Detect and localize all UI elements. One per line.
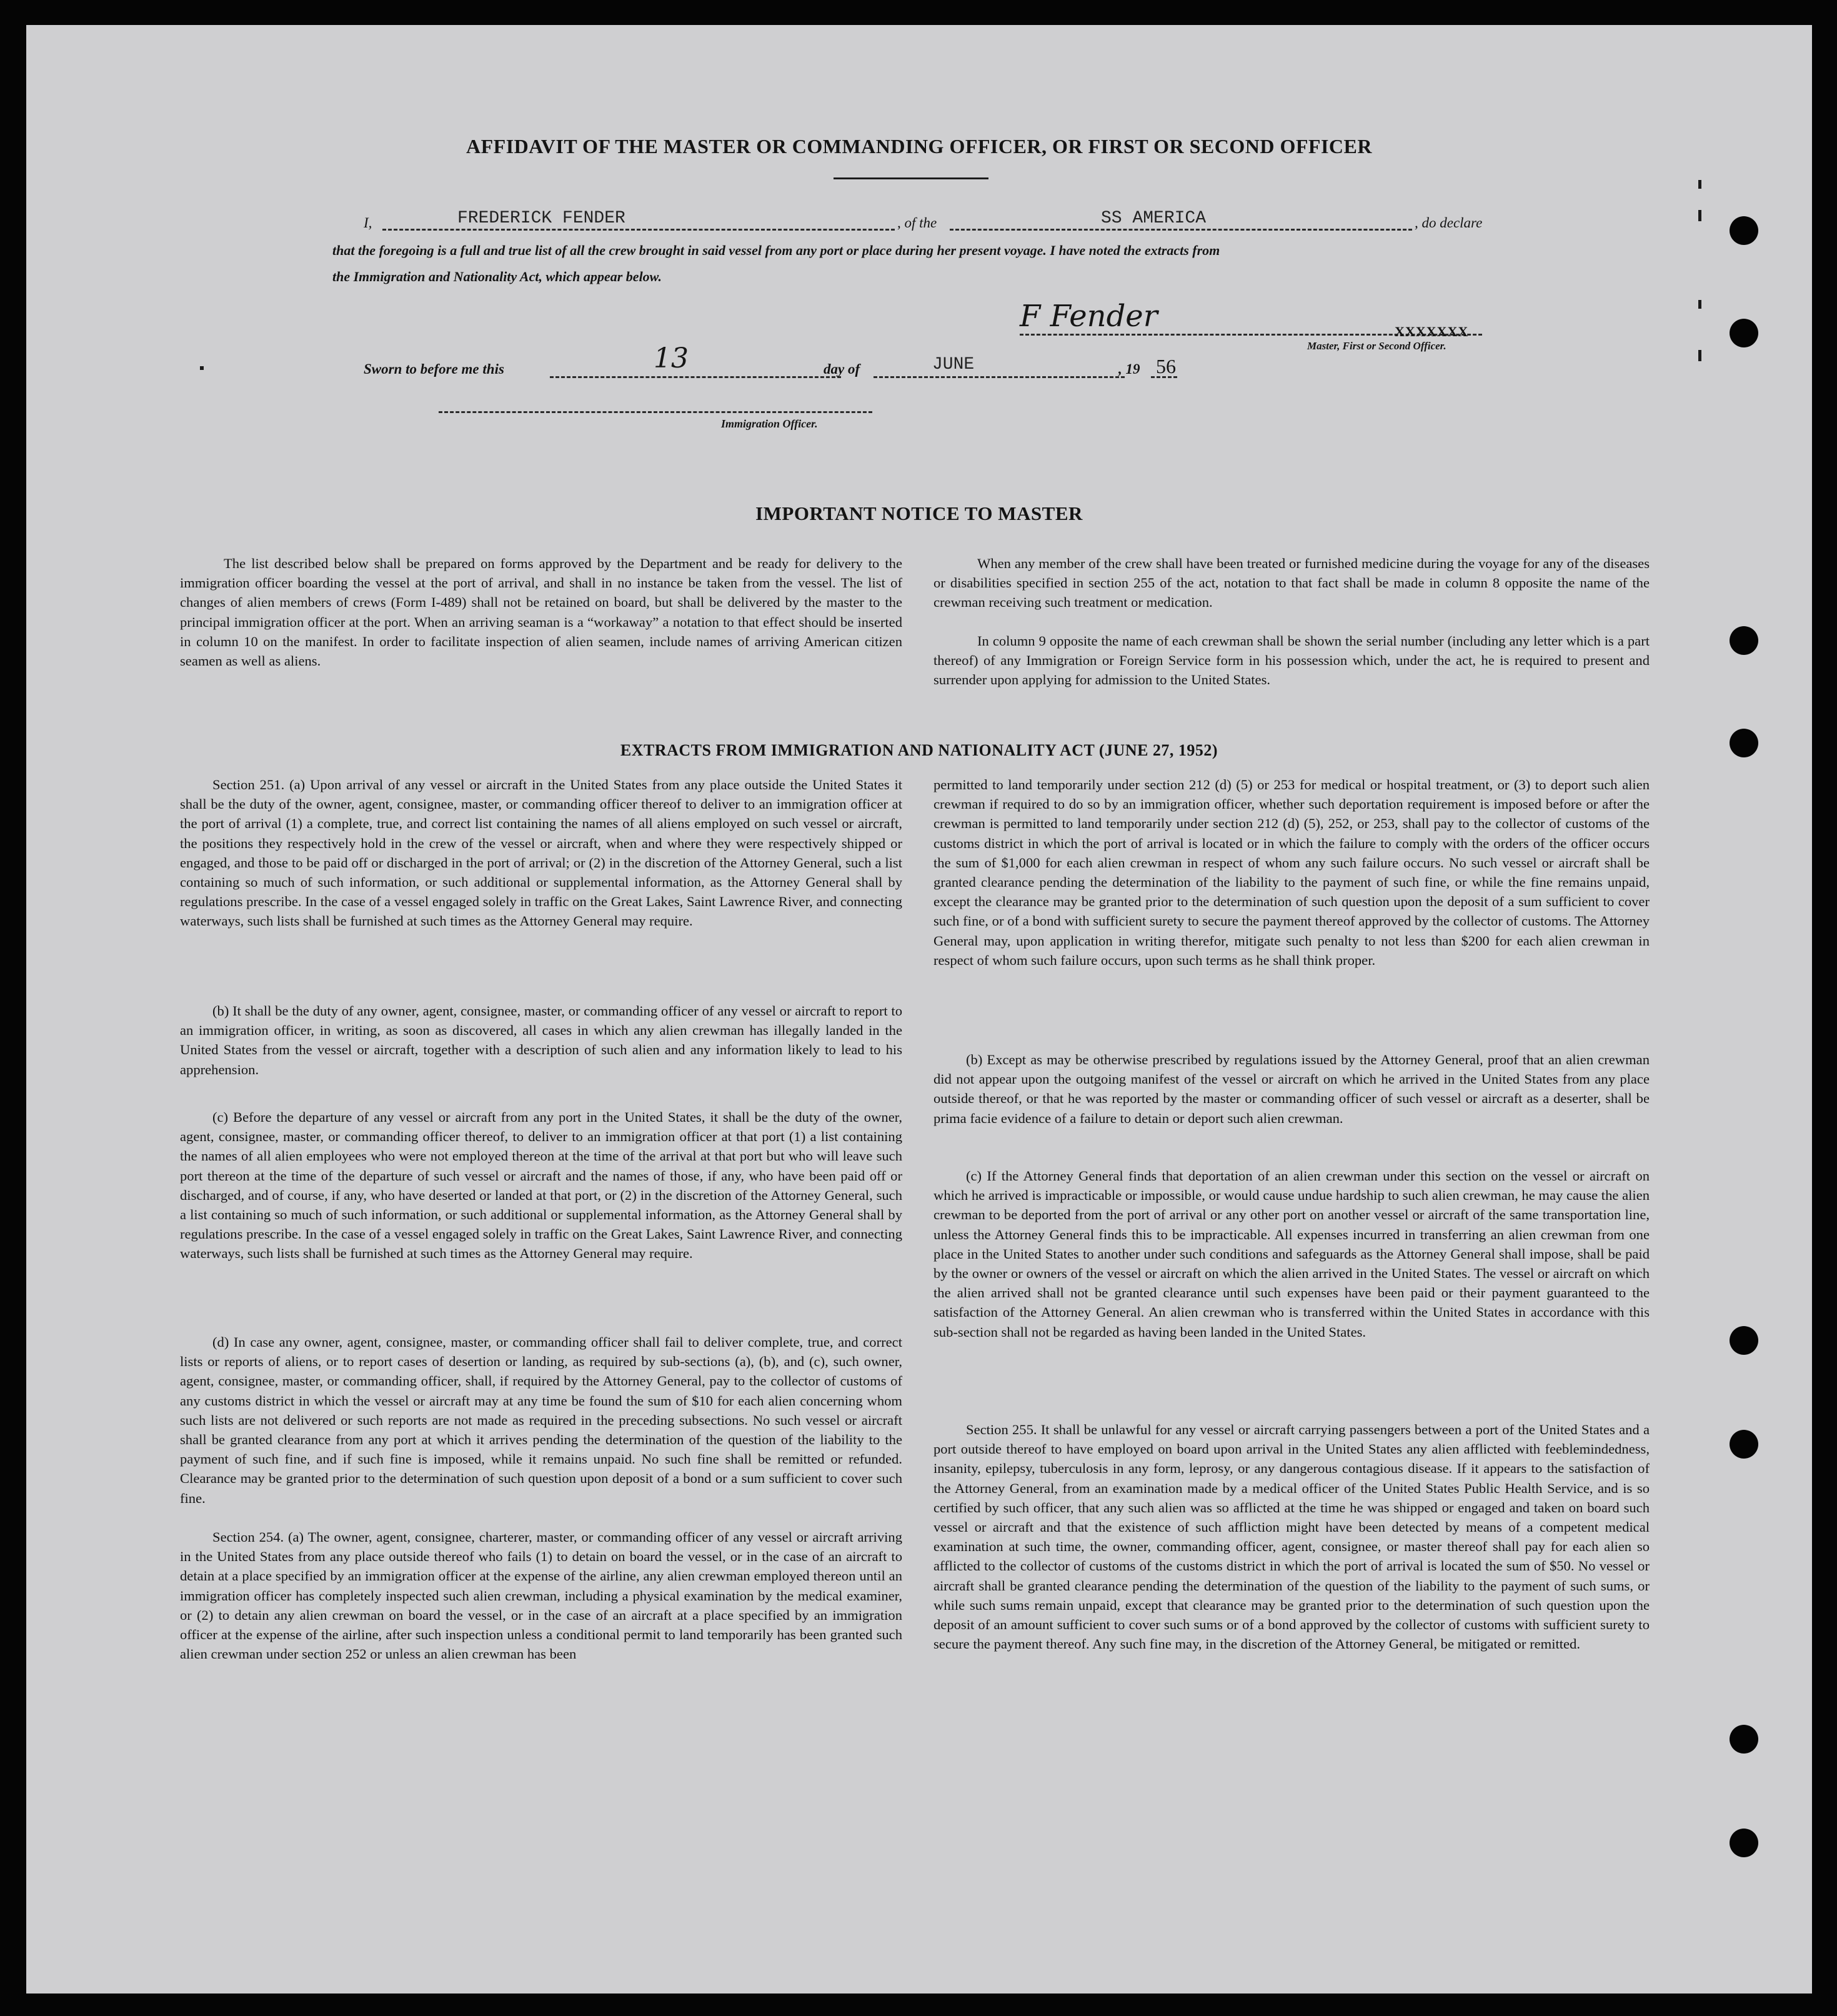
year-value: 56 <box>1156 355 1176 377</box>
punch-hole <box>1730 216 1758 245</box>
section-254-c: (c) If the Attorney General finds that deportation of an alien crewman under this section on the vessel or aircraft on which he arrived is impracticable or impossible, or would cause undue hardship to such alien crewman, he may cause the alien crewman to be deported from the port of arrival or any other port on another vessel or aircraft of the same transportation line, unless the Attorney General finds this to be impracticable. All expenses incurred in transferring an alien crewman from one place in the United States to another under such conditions and safeguards as the Attorney General shall impose, shall be paid by the owner or owners of the vessel or aircraft on which the alien arrived in the United States. The vessel or aircraft on which the alien arrived shall not be granted clearance until such expenses have been paid or their payment guaranteed to the satisfaction of the Attorney General. An alien crewman who is transferred within the United States in accordance with this sub-section shall not be regarded as having been landed in the United States. <box>933 1168 1650 1340</box>
master-caption: Master, First or Second Officer. <box>1307 340 1446 352</box>
section-254-a-continued: permitted to land temporarily under section 212 (d) (5) or 253 for medical or hospital treatment, or (3) to deport such alien crewman if required to do so by an immigration officer, whether such deportation requirement is imposed before or after the crewman is permitted to land temporarily under section 212 (d) (5), 252, or 253, shall pay to the collector of customs of the customs district in which the port of arrival is located or in which the failure to comply with the orders of the officer occurs the sum of $1,000 for each alien crewman in respect of whom any such failure occurs. No such vessel or aircraft shall be granted clearance pending the determination of the liability to the payment of such fine, or while the fine remains unpaid, except the clearance may be granted prior to the determination of such question upon the deposit of a sum sufficient to cover such fine, or of a bond with sufficient surety to secure the payment thereof approved by the collector of customs. The Attorney General may, upon application in writing therefor, mitigate such penalty to not less than $200 for each alien crewman in respect of whom such failure occurs, upon such terms as he shall think proper. <box>933 777 1650 968</box>
master-name: FREDERICK FENDER <box>457 209 625 228</box>
margin-mark <box>1698 180 1701 189</box>
day-value: 13 <box>654 342 689 374</box>
typed-over: XXXXXXX <box>1395 324 1469 339</box>
name-blank <box>382 229 895 231</box>
notice-left-paragraph: The list described below shall be prepared on forms approved by the Department and be ready for delivery to the immigration officer boarding the vessel at the port of arrival, and shall in no instance be taken from the vessel. The list of changes of alien members of crews (Form I-489) shall not be retained on board, but shall be delivered by the master to the principal immigration officer at the port. When an arriving seaman is a “workaway” a notation to that effect should be inserted in column 10 on the manifest. In order to facilitate inspection of alien seamen, include names of arriving American citizen seamen as well as aliens. <box>180 556 902 669</box>
punch-hole <box>1730 1725 1758 1754</box>
immigration-officer-line <box>439 411 872 413</box>
section-255: Section 255. It shall be unlawful for any vessel or aircraft carrying passengers between a port of the United States and a port outside thereof to have employed on board upon arrival in the United States any alien afflicted with feeblemindedness, insanity, epilepsy, tuberculosis in any form, leprosy, or any dangerous contagious disease. If it appears to the satisfaction of the Attorney General, from an examination made by a medical officer of the United States Public Health Service, and is so certified by such officer, that any such alien was so afflicted at the time he was shipped or engaged and taken on board such vessel or aircraft and that the existence of such affliction might have been detected by means of a competent medical examination at such time, the owner, commanding officer, agent, consignee, or master thereof shall pay for each alien so afflicted to the collector of customs of the customs district in which the port of arrival is located the sum of $50. No vessel or aircraft shall be granted clearance pending the determination of the question of the liability to the payment of such sums, or while such sums remain unpaid, except that clearance may be granted prior to the determination of such question upon the deposit of an amount sufficient to cover such sums or of a bond approved by the collector of customs with sufficient surety to secure the payment thereof. Any such fine may, in the discretion of the Attorney General, be mitigated or remitted. <box>933 1422 1650 1652</box>
vessel-name: SS AMERICA <box>1101 209 1207 228</box>
month-value: JUNE <box>932 355 975 374</box>
margin-mark <box>1698 350 1701 361</box>
section-251-c: (c) Before the departure of any vessel or aircraft from any port in the United States, it shall be the duty of the owner, agent, consignee, master, or commanding officer thereof, to deliver to an immigration officer at that port (1) a list containing the names of all alien employees who were not employed thereon at the time of the arrival at that port but who will leave such port thereon at the time of the departure of such vessel or aircraft and the names of those, if any, who have been paid off or discharged, and of course, if any, who have deserted or landed at that port, or (2) in the discretion of the Attorney General, such a list containing so much of such information, or such additional or supplemental information, as the Attorney General shall by regulations prescribe. In the case of a vessel engaged solely in traffic on the Great Lakes, Saint Lawrence River, and connecting waterways, such lists shall be furnished at such times as the Attorney General may require. <box>180 1109 902 1262</box>
extracts-title: EXTRACTS FROM IMMIGRATION AND NATIONALITY ACT (JUNE 27, 1952) <box>620 741 1218 759</box>
master-signature: F Fender <box>1020 299 1158 334</box>
declare-label: , do declare <box>1415 215 1483 231</box>
sworn-label: Sworn to before me this <box>364 361 504 377</box>
month-blank <box>874 376 1125 378</box>
affidavit-title: AFFIDAVIT OF THE MASTER OR COMMANDING OFFICER, OR FIRST OR SECOND OFFICER <box>466 135 1372 157</box>
declaration-line-3: the Immigration and Nationality Act, which appear below. <box>332 269 662 284</box>
day-of-label: day of <box>824 361 860 377</box>
section-251-a: Section 251. (a) Upon arrival of any vessel or aircraft in the United States from any place outside the United States it shall be the duty of the owner, agent, consignee, master, or commanding officer thereof to deliver to an immigration officer at the port of arrival (1) a complete, true, and correct list containing the names of all aliens employed on such vessel or aircraft, the positions they respectively hold in the crew of the vessel or aircraft, when and where they were respectively shipped or engaged, and those to be paid off or discharged in the port of arrival; or (2) in the discretion of the Attorney General, such a list containing so much of such information, or such additional or supplemental information, as the Attorney General shall by regulations prescribe. In the case of a vessel engaged solely in traffic on the Great Lakes, Saint Lawrence River, and connecting waterways, such lists shall be furnished at such times as the Attorney General may require. <box>180 777 902 929</box>
notice-right-paragraph-1: When any member of the crew shall have been treated or furnished medicine during the voyage for any of the diseases or disabilities specified in section 255 of the act, notation to that fact shall be made in column 8 opposite the name of the crewman receiving such treatment or medication. <box>933 556 1650 610</box>
punch-hole <box>1730 729 1758 757</box>
i-label: I, <box>364 215 372 231</box>
punch-hole <box>1730 1829 1758 1857</box>
section-254-a: Section 254. (a) The owner, agent, consignee, charterer, master, or commanding officer of any vessel or aircraft arriving in the United States from any place outside thereof who fails (1) to detain on board the vessel, or in the case of an aircraft to detain at a place specified by an immigration officer at the expense of the airline, any alien crewman employed thereon until an immigration officer has completely inspected such alien crewman, including a physical examination by the medical examiner, or (2) to detain any alien crewman on board the vessel, or in the case of an aircraft at a place specified by an immigration officer at the expense of the airline, after such inspection unless a conditional permit to land temporarily has been granted such alien crewman under section 252 or unless an alien crewman has been <box>180 1529 902 1662</box>
title-underline <box>834 177 988 179</box>
day-blank <box>550 376 841 378</box>
punch-hole <box>1730 626 1758 655</box>
of-the-label: , of the <box>897 215 937 231</box>
punch-hole <box>1730 319 1758 347</box>
declaration-line-2: that the foregoing is a full and true list of all the crew brought in said vessel from any port or place during her present voyage. I have noted the extracts from <box>332 242 1220 258</box>
punch-hole <box>1730 1326 1758 1355</box>
notice-right-paragraph-2: In column 9 opposite the name of each crewman shall be shown the serial number (including any letter which is a part thereof) of any Immigration or Foreign Service form in his possession which, under the act, he is required to present and surrender upon applying for admission to the United States. <box>933 633 1650 687</box>
immigration-officer-caption: Immigration Officer. <box>721 417 818 430</box>
section-251-b: (b) It shall be the duty of any owner, agent, consignee, master, or commanding officer of any vessel or aircraft to report to an immigration officer, in writing, as soon as discovered, all cases in which any alien crewman has illegally landed in the United States from the vessel or aircraft, together with a description of such alien and any information likely to lead to his apprehension. <box>180 1003 902 1077</box>
margin-mark <box>200 366 204 370</box>
section-254-b: (b) Except as may be otherwise prescribed by regulations issued by the Attorney General, proof that an alien crewman did not appear upon the outgoing manifest of the vessel or aircraft on which he arrived in the United States from any place outside thereof, or that he was reported by the master or commanding officer of such vessel or aircraft as a deserter, shall be prima facie evidence of a failure to detain or deport such alien crewman. <box>933 1052 1650 1126</box>
notice-title: IMPORTANT NOTICE TO MASTER <box>755 502 1083 524</box>
vessel-blank <box>950 229 1412 231</box>
margin-mark <box>1698 210 1701 221</box>
document-page <box>26 25 1812 1994</box>
punch-hole <box>1730 1430 1758 1459</box>
section-251-d: (d) In case any owner, agent, consignee, master, or commanding officer shall fail to deliver complete, true, and correct lists or reports of aliens, or to report cases of desertion or landing, as required by sub-sections (a), (b), and (c), such owner, agent, consignee, master, or commanding officer, shall, if required by the Attorney General, pay to the collector of customs of any customs district in which the vessel or aircraft may at any time be found the sum of $10 for each alien concerning whom such lists are not delivered or such reports are not made as required in the preceding subsections. No such vessel or aircraft shall be granted clearance from any port at which it arrives pending the determination of the question of the liability to the payment of such fine, and if such fine is imposed, while it remains unpaid. No such fine shall be remitted or refunded. Clearance may be granted prior to the determination of such question upon deposit of a bond or a sum sufficient to cover such fine. <box>180 1334 902 1506</box>
year-prefix: , 19 <box>1118 361 1140 377</box>
margin-mark <box>1698 300 1701 309</box>
